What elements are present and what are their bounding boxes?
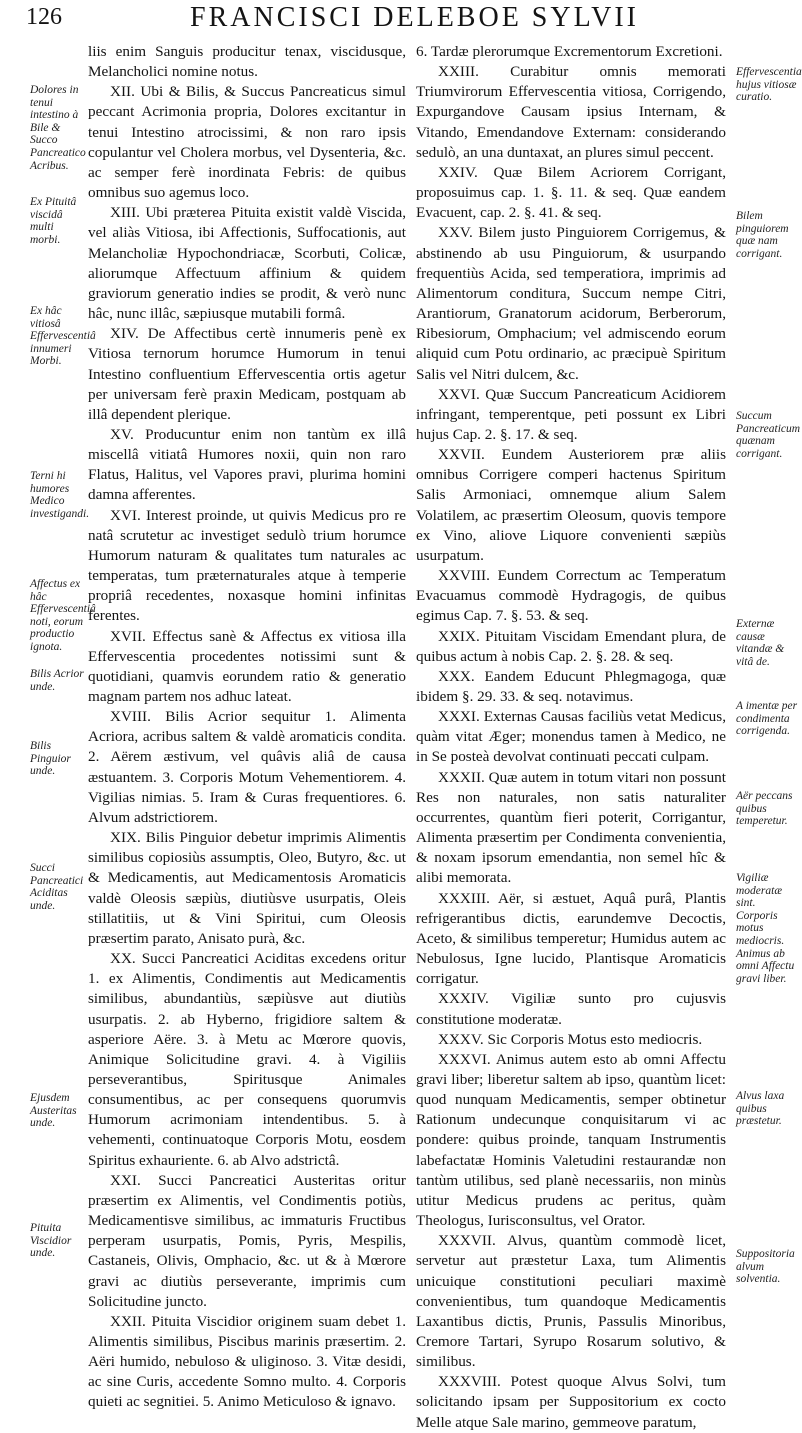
paragraph: XXXIII. Aër, si æstuet, Aquâ purâ, Plantis refrigerantibus dictis, earundemve Decoctis, Aceto, & similibus temperetur; Humidus autem ac Nebulosus, Igne lucido, Plantisque Aromaticis corrigatur. — [416, 889, 726, 988]
right-margin-notes — [732, 0, 802, 1316]
paragraph: XV. Producuntur enim non tantùm ex illâ miscellâ vitiatâ Humores noxii, quin non raro Flatus, Halitus, vel Vapores pravi, plurima homini damna afferentes. — [88, 425, 406, 504]
paragraph: XVII. Effectus sanè & Affectus ex vitiosa illa Effervescentia procedentes notissimi sunt & quotidiani, quamvis eorundem ratio & generatio magnam partem nos adhuc lateat. — [88, 627, 406, 705]
margin-note: Externæ causæ vitandæ & vitâ de. — [736, 618, 785, 668]
paragraph: XIII. Ubi præterea Pituita existit valdè Viscida, vel aliàs Vitiosa, ibi Affectionis, Suffocationis, aut Melancholiæ Hypochondriacæ, Scorbuti, Colicæ, aliorumque Affectuum affinium & quidem graviorum generatio indies se prodit, & verò nunc hâc, nunc illâc, sæpiusque mutabili formâ. — [88, 204, 406, 323]
paragraph: XXV. Bilem justo Pinguiorem Corrigemus, & abstinendo ab usu Pinguiorum, & usurpando frequentiùs Acida, sed temperatiora, imprimis ad Alimentorum conditura, Succum nempe Citri, Arantiorum, Granatorum acidorum, Berberorum, Ribesiorum, Omphacium; vel admiscendo eorum aliquid cum Potu ordinario, ac præcipuè Spiritum Salis vel Nitri dulcem, &c. — [416, 224, 726, 383]
paragraph: XXVII. Eundem Austeriorem præ aliis omnibus Corrigere comperi hactenus Spiritum Salis Armoniaci, omnemque alium Salem Volatilem, ac præsertim Oleosum, quovis tempore ex Vino, aliove Liquore convenienti sæpiùs usurpatum. — [416, 446, 726, 564]
paragraph: XVI. Interest proinde, ut quivis Medicus pro re natâ scrutetur ac investiget sedulò trium horumce Humorum naturam & qualitates tum naturales ac temperatas, tum præternaturales atque à temperie propriâ recedentes, noxasque homini infinitas ferentes. — [88, 506, 406, 625]
margin-note: Bilis Acrior unde. — [30, 668, 84, 693]
left-margin-notes — [0, 0, 96, 1316]
paragraph: XXXVIII. Potest quoque Alvus Solvi, tum solicitando ipsam per Suppositorium ex cocto Melle atque Sale marino, gemmeove paratum, — [416, 1373, 726, 1431]
margin-note: Alvus laxa quibus præstetur. — [736, 1090, 785, 1128]
page-header — [0, 0, 800, 38]
margin-note: Ex Pituitâ viscidâ multi morbi. — [30, 196, 77, 246]
paragraph: XXXVI. Animus autem esto ab omni Affectu gravi liber; liberetur saltem ab ipso, quantùm licet: quod nunquam Medicamentis, semper obtinetur Rationum undecunque conquisitarum vi ac pondere: quibus proinde, tanquam Instrumentis labefactatæ Hominis Valetudini restaurandæ non tantùm utilibus, sed planè necessariis, non minùs utitur Medicus prudens ac peritus, quàm Theologus, Iurisconsultus, vel Orator. — [416, 1050, 726, 1230]
margin-note: Succum Pancreaticum quænam corrigant. — [736, 410, 801, 460]
paragraph: XX. Succi Pancreatici Aciditas excedens oritur 1. ex Alimentis, Condimentis aut Medicamentis similibus, abundantiùs, sæpiùsve aut diutiùs usurpatis. 2. ab Hyberno, frigidiore saltem & asperiore Aëre. 3. à Metu ac Mœrore quovis, Animique Solicitudine gravi. 4. à Vigiliis perseverantibus, Spiritusque Animales consumentibus, ac per consequens quorumvis Humorum acrimoniam intendentibus. 5. à vehementi, continuatoque Corporis Motu, eosdem Spiritus exhaurientе. 6. ab Alvo adstrictâ. — [88, 950, 406, 1169]
left-text-column — [88, 42, 406, 1411]
paragraph: XXIV. Quæ Bilem Acriorem Corrigant, proposuimus cap. 1. §. 11. & seq. Quæ eandem Evacuent, cap. 2. §. 41. & seq. — [416, 163, 726, 222]
margin-note: Dolores in tenui intestino à Bile & Succo Pancreatico Acribus. — [30, 84, 86, 172]
margin-note: A imentæ per condimenta corrigenda. — [736, 700, 798, 738]
paragraph: XXI. Succi Pancreatici Austeritas oritur præsertim ex Alimentis, vel Condimentis potiùs, Medicamentisve similibus, ac immaturis Fructibus perperam usurpatis, Pomis, Pyris, Mespilis, Castaneis, Olivis, Omphacio, &c. ut & à Mœrore gravi ac diutiùs perseverante, imprimis cum Solicitudine juncto. — [88, 1171, 406, 1310]
running-head: FRANCISCI DELEBOE SYLVII — [190, 2, 639, 33]
margin-note: Terni hi humores Medico investigandi. — [30, 470, 90, 520]
paragraph: XXXI. Externas Causas faciliùs vetat Medicus, quàm vitat Æger; monendus tamen à Medico, ne in Se posteà devolvat continuati peccati culpam. — [416, 708, 726, 766]
paragraph: XXVIII. Eundem Correctum ac Temperatum Evacuamus commodè Hydragogis, de quibus egimus Cap. 7. §. 53. & seq. — [416, 567, 726, 625]
margin-note: Bilis Pinguior unde. — [30, 740, 71, 778]
paragraph: XXIX. Pituitam Viscidam Emendant plura, de quibus actum à nobis Cap. 2. §. 28. & seq. — [416, 627, 726, 665]
margin-note: Bilem pinguiorem quæ nam corrigant. — [736, 210, 789, 260]
paragraph: XIX. Bilis Pinguior debetur imprimis Alimentis similibus copiosiùs assumptis, Oleo, Butyro, &c. ut & Medicamentis, aut Medicamentosis Aromaticis valdè Oleosis sæpiùs, diutiùsve usurpatis, Oleis stillatitiis, ut & Vini Spiritui, cum Oleosis præsertim parato, Anisato purà, &c. — [88, 829, 406, 947]
margin-note: Succi Pancreatici Aciditas unde. — [30, 862, 84, 912]
margin-note: Vigiliæ moderatæ sint. Corporis motus mediocris. Animus ab omni Affectu gravi liber. — [736, 872, 795, 985]
margin-note: Ejusdem Austeritas unde. — [30, 1092, 77, 1130]
paragraph: XXII. Pituita Viscidior originem suam debet 1. Alimentis similibus, Piscibus marinis præsertim. 2. Aëri humido, nebuloso & uliginoso. 3. Vitæ desidi, ac sine Curis, accedente Somno multo. 4. Corporis quieti ac segnitiei. 5. Animo Meticuloso & ignavo. — [88, 1312, 406, 1411]
paragraph: XXX. Eandem Educunt Phlegmagoga, quæ ibidem §. 29. 33. & seq. notavimus. — [416, 667, 726, 705]
margin-note: Aër peccans quibus temperetur. — [736, 790, 793, 828]
margin-note: Suppositoria alvum solventia. — [736, 1248, 795, 1286]
page-number: 126 — [26, 4, 62, 30]
paragraph: liis enim Sanguis producitur tenax, viscidusque, Melancholici nomine notus. — [88, 43, 406, 81]
right-text-column — [416, 42, 726, 1431]
paragraph: XXXVII. Alvus, quantùm commodè licet, servetur aut præstetur Laxa, tum Alimentis unicuique constitutioni peculiari maximè convenientibus, tum quandoque Medicamentis Laxantibus dictis, Prunis, Passulis Minoribus, Cremore Tartari, Syrupo Rosarum solutivo, & similibus. — [416, 1232, 726, 1371]
margin-note: Pituita Viscidior unde. — [30, 1222, 72, 1260]
paragraph: XXXIV. Vigiliæ sunto pro cujusvis constitutione moderatæ. — [416, 990, 726, 1028]
paragraph: XIV. De Affectibus certè innumeris penè ex Vitiosa ternorum horumce Humorum in tenui Intestino confluentium Effervescentia ortis agetur per universam ferè praxin Medicam, postquam ab illâ dependent plerique. — [88, 325, 406, 423]
margin-note: Effervescentia hujus vitiosæ curatio. — [736, 66, 802, 104]
paragraph: 6. Tardæ plerorumque Excrementorum Excretioni. — [416, 43, 723, 60]
paragraph: XXIII. Curabitur omnis memorati Triumvirorum Effervescentia vitiosa, Corrigendo, Expurgandove Causam ipsius Internam, & Vitando, Emendandove Externam: considerando sedulò, an una duntaxat, an plures simul peccent. — [416, 63, 726, 161]
margin-note: Affectus ex hâc Effervescentiâ noti, eorum productio ignota. — [30, 578, 96, 653]
paragraph: XVIII. Bilis Acrior sequitur 1. Alimenta Acriora, acribus saltem & valdè aromaticis condita. 2. Aërem æstivum, vel quâvis aliâ de causa æstuantem. 3. Corporis Motum Vehementiorem. 4. Vigilias nimias. 5. Iram & Curas frequentiores. 6. Alvum adstrictiorem. — [88, 708, 406, 826]
paragraph: XII. Ubi & Bilis, & Succus Pancreaticus simul peccant Acrimonia propria, Dolores excitantur in tenui Intestino atrocissimi, & non raro ipsis copulantur vel Cholera morbus, vel Dysenteria, &c. ac semper ferè inordinata Febris: de quibus omnibus suo agemus loco. — [88, 83, 406, 202]
paragraph: XXVI. Quæ Succum Pancreaticum Acidiorem infringant, temperentque, peti possunt ex Libri hujus Cap. 2. §. 17. & seq. — [416, 385, 726, 443]
paragraph: XXXV. Sic Corporis Motus esto mediocris. — [438, 1030, 703, 1048]
margin-note: Ex hâc vitiosâ Effervescentiâ innumeri Morbi. — [30, 305, 96, 368]
paragraph: XXXII. Quæ autem in totum vitari non possunt Res non naturales, non satis naturaliter occurrentes, quantùm fieri poterit, Corrigantur, Alimenta præsertim per Condimenta convenientia, & noxam ipsorum emendantia, non semel hîc & alibi memorata. — [416, 768, 726, 887]
